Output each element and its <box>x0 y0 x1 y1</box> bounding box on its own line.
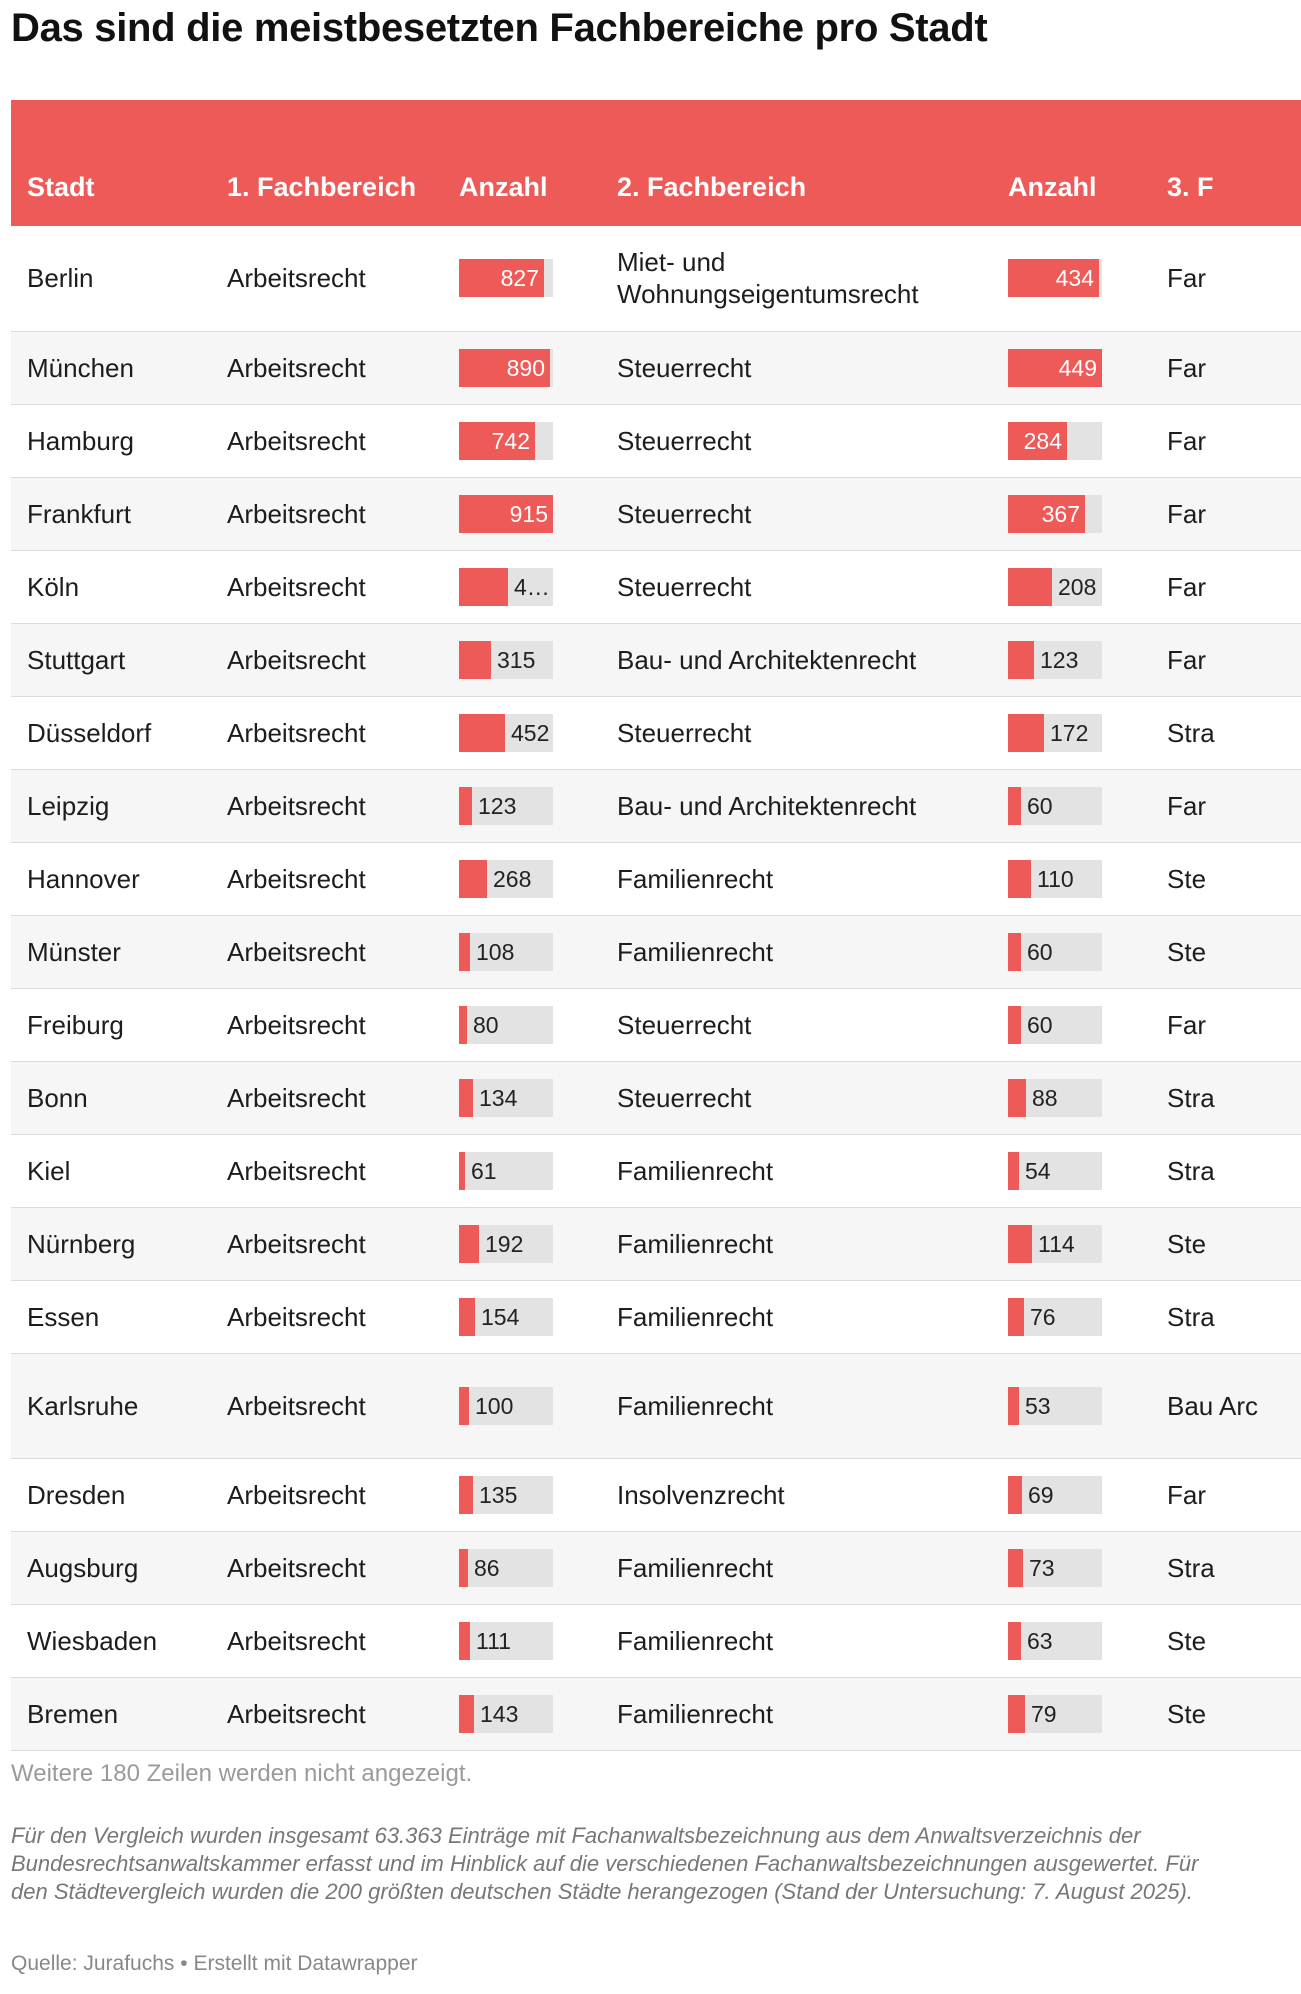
city-cell: Freiburg <box>11 988 211 1061</box>
fachbereich-2-cell: Familienrecht <box>601 915 992 988</box>
fachbereich-3-cell: Far <box>1151 550 1301 623</box>
bar-value-label: 76 <box>1030 1303 1056 1330</box>
bar-track <box>459 933 553 971</box>
bar-value-label: 367 <box>1041 500 1080 527</box>
anzahl-2-cell <box>992 1604 1151 1677</box>
anzahl-2-cell <box>992 1531 1151 1604</box>
bar-value-label: 60 <box>1027 1011 1053 1038</box>
city-cell: Augsburg <box>11 1531 211 1604</box>
fachbereich-3-cell: Ste <box>1151 1604 1301 1677</box>
anzahl-1-cell <box>443 404 601 477</box>
bar-track <box>459 714 553 752</box>
city-cell: Düsseldorf <box>11 696 211 769</box>
fachbereich-1-cell: Arbeitsrecht <box>211 1280 443 1353</box>
fachbereich-1-cell: Arbeitsrecht <box>211 1353 443 1458</box>
bar-fill <box>1008 1476 1022 1514</box>
bar-value-label: 742 <box>491 427 530 454</box>
city-cell: Nürnberg <box>11 1207 211 1280</box>
fachbereich-3-cell: Far <box>1151 988 1301 1061</box>
bar-value-label: 61 <box>471 1157 497 1184</box>
bar-track <box>459 787 553 825</box>
bar-value-label: 60 <box>1027 792 1053 819</box>
bar-fill <box>1008 1549 1023 1587</box>
fachbereich-2-cell: Familienrecht <box>601 1134 992 1207</box>
column-header-anzahl-1[interactable]: Anzahl <box>443 100 601 226</box>
anzahl-2-cell <box>992 226 1151 331</box>
fachbereich-1-cell: Arbeitsrecht <box>211 1531 443 1604</box>
bar-value-label: 100 <box>475 1392 514 1419</box>
bar-track <box>1008 1622 1102 1660</box>
bar-value-label: 434 <box>1055 265 1094 292</box>
bar-track <box>1008 1298 1102 1336</box>
bar-value-label: 60 <box>1027 938 1053 965</box>
fachbereich-2-cell: Steuerrecht <box>601 988 992 1061</box>
fachbereich-2-cell: Steuerrecht <box>601 550 992 623</box>
bar-fill <box>459 1695 474 1733</box>
bar-value-label: 172 <box>1050 719 1089 746</box>
bar-fill <box>459 1079 473 1117</box>
bar-fill <box>1008 1298 1024 1336</box>
bar-track <box>1008 933 1102 971</box>
anzahl-2-cell <box>992 404 1151 477</box>
more-rows-note: Weitere 180 Zeilen werden nicht angezeigt. <box>11 1760 473 1787</box>
anzahl-1-cell <box>443 915 601 988</box>
bar-value-label: 208 <box>1058 573 1097 600</box>
bar-track <box>1008 495 1102 533</box>
data-table-container[interactable] <box>11 100 1259 1752</box>
city-cell: Berlin <box>11 226 211 331</box>
anzahl-1-cell <box>443 1134 601 1207</box>
fachbereich-1-cell: Arbeitsrecht <box>211 988 443 1061</box>
bar-fill <box>459 933 470 971</box>
fachbereich-2-cell: Bau- und Architektenrecht <box>601 769 992 842</box>
bar-fill <box>1008 641 1034 679</box>
bar-fill <box>459 1152 465 1190</box>
data-table <box>11 100 1301 1751</box>
fachbereich-2-cell: Steuerrecht <box>601 331 992 404</box>
anzahl-1-cell <box>443 623 601 696</box>
anzahl-1-cell <box>443 696 601 769</box>
table-row <box>11 623 1301 696</box>
fachbereich-1-cell: Arbeitsrecht <box>211 1604 443 1677</box>
bar-value-label: 449 <box>1058 354 1097 381</box>
table-row <box>11 1458 1301 1531</box>
table-row <box>11 1207 1301 1280</box>
bar-fill <box>459 860 487 898</box>
anzahl-1-cell <box>443 550 601 623</box>
anzahl-2-cell <box>992 1207 1151 1280</box>
anzahl-1-cell <box>443 1353 601 1458</box>
fachbereich-2-cell: Familienrecht <box>601 1280 992 1353</box>
table-row <box>11 1134 1301 1207</box>
bar-track <box>459 1622 553 1660</box>
table-row <box>11 1353 1301 1458</box>
fachbereich-3-cell: Stra <box>1151 1134 1301 1207</box>
fachbereich-2-cell: Familienrecht <box>601 1604 992 1677</box>
bar-value-label: 108 <box>476 938 515 965</box>
bar-track <box>1008 1079 1102 1117</box>
bar-value-label: 890 <box>506 354 545 381</box>
bar-value-label: 143 <box>480 1700 519 1727</box>
anzahl-1-cell <box>443 1061 601 1134</box>
fachbereich-1-cell: Arbeitsrecht <box>211 696 443 769</box>
bar-value-label: 123 <box>1040 646 1079 673</box>
bar-track <box>1008 1387 1102 1425</box>
bar-value-label: 268 <box>493 865 532 892</box>
fachbereich-1-cell: Arbeitsrecht <box>211 331 443 404</box>
bar-value-label: 54 <box>1025 1157 1051 1184</box>
fachbereich-1-cell: Arbeitsrecht <box>211 769 443 842</box>
fachbereich-2-cell: Familienrecht <box>601 1531 992 1604</box>
table-row <box>11 915 1301 988</box>
fachbereich-1-cell: Arbeitsrecht <box>211 1677 443 1750</box>
fachbereich-1-cell: Arbeitsrecht <box>211 623 443 696</box>
bar-track <box>1008 1476 1102 1514</box>
bar-track <box>459 860 553 898</box>
anzahl-1-cell <box>443 1604 601 1677</box>
bar-value-label: 63 <box>1027 1627 1053 1654</box>
fachbereich-3-cell: Stra <box>1151 1531 1301 1604</box>
bar-fill <box>459 568 508 606</box>
table-row <box>11 842 1301 915</box>
city-cell: Köln <box>11 550 211 623</box>
bar-fill <box>1008 1006 1021 1044</box>
bar-track <box>459 1006 553 1044</box>
anzahl-1-cell <box>443 1280 601 1353</box>
bar-track <box>1008 1549 1102 1587</box>
fachbereich-1-cell: Arbeitsrecht <box>211 1134 443 1207</box>
bar-track <box>1008 787 1102 825</box>
bar-value-label: 135 <box>479 1481 518 1508</box>
bar-fill <box>1008 860 1031 898</box>
fachbereich-2-cell: Familienrecht <box>601 1353 992 1458</box>
city-cell: Wiesbaden <box>11 1604 211 1677</box>
bar-fill <box>1008 933 1021 971</box>
fachbereich-2-cell: Familienrecht <box>601 842 992 915</box>
bar-track <box>459 1387 553 1425</box>
table-row <box>11 1677 1301 1750</box>
anzahl-2-cell <box>992 1458 1151 1531</box>
bar-value-label: 123 <box>478 792 517 819</box>
fachbereich-1-cell: Arbeitsrecht <box>211 226 443 331</box>
bar-track <box>1008 1225 1102 1263</box>
table-body <box>11 226 1301 1750</box>
table-row <box>11 1061 1301 1134</box>
anzahl-1-cell <box>443 988 601 1061</box>
city-cell: Münster <box>11 915 211 988</box>
fachbereich-3-cell: Ste <box>1151 1677 1301 1750</box>
table-row <box>11 331 1301 404</box>
city-cell: Hannover <box>11 842 211 915</box>
anzahl-2-cell <box>992 842 1151 915</box>
fachbereich-3-cell: Ste <box>1151 842 1301 915</box>
fachbereich-3-cell: Stra <box>1151 1280 1301 1353</box>
city-cell: Kiel <box>11 1134 211 1207</box>
fachbereich-2-cell: Steuerrecht <box>601 696 992 769</box>
anzahl-2-cell <box>992 696 1151 769</box>
city-cell: Stuttgart <box>11 623 211 696</box>
anzahl-2-cell <box>992 1280 1151 1353</box>
bar-track <box>459 1549 553 1587</box>
methodology-note: Für den Vergleich wurden insgesamt 63.363 Einträge mit Fachanwaltsbezeichnung aus dem Anwaltsverzeichnis der Bundesrechtsanwaltskammer erfasst und im Hinblick auf die verschiedenen Fachanwaltsbezeichnungen ausgewertet. Für den Städtevergleich wurden die 200 größten deutschen Städte herangezogen (Stand der Untersuchung: 7. August 2025). <box>11 1823 1199 1904</box>
bar-track <box>1008 860 1102 898</box>
bar-track <box>1008 259 1102 297</box>
bar-value-label: 69 <box>1028 1481 1054 1508</box>
anzahl-2-cell <box>992 769 1151 842</box>
column-header-fachbereich-1[interactable]: 1. Fachbereich <box>211 100 443 226</box>
bar-value-label: 284 <box>1023 427 1062 454</box>
bar-track <box>1008 1695 1102 1733</box>
bar-value-label: 114 <box>1038 1230 1075 1257</box>
anzahl-1-cell <box>443 1458 601 1531</box>
bar-track <box>1008 349 1102 387</box>
bar-fill <box>1008 787 1021 825</box>
bar-track <box>1008 641 1102 679</box>
bar-track <box>459 641 553 679</box>
page-title: Das sind die meistbesetzten Fachbereiche pro Stadt <box>11 6 988 50</box>
bar-track <box>459 349 553 387</box>
anzahl-2-cell <box>992 1353 1151 1458</box>
city-cell: Essen <box>11 1280 211 1353</box>
anzahl-1-cell <box>443 769 601 842</box>
bar-value-label: 827 <box>500 265 539 292</box>
anzahl-2-cell <box>992 988 1151 1061</box>
city-cell: Hamburg <box>11 404 211 477</box>
bar-fill <box>1008 714 1044 752</box>
table-row <box>11 696 1301 769</box>
fachbereich-1-cell: Arbeitsrecht <box>211 842 443 915</box>
column-header-fachbereich-3[interactable]: 3. F <box>1151 100 1301 226</box>
fachbereich-3-cell: Far <box>1151 769 1301 842</box>
bar-track <box>459 1476 553 1514</box>
fachbereich-2-cell: Miet- und Wohnungseigentumsrecht <box>601 226 992 331</box>
fachbereich-3-cell: Stra <box>1151 696 1301 769</box>
source-credit: Quelle: Jurafuchs • Erstellt mit Datawrapper <box>11 1952 418 1975</box>
bar-track <box>1008 422 1102 460</box>
city-cell: Bonn <box>11 1061 211 1134</box>
bar-track <box>1008 568 1102 606</box>
anzahl-1-cell <box>443 1207 601 1280</box>
bar-track <box>459 1079 553 1117</box>
table-row <box>11 1280 1301 1353</box>
fachbereich-3-cell: Far <box>1151 623 1301 696</box>
bar-track <box>459 1298 553 1336</box>
fachbereich-2-cell: Bau- und Architektenrecht <box>601 623 992 696</box>
city-cell: München <box>11 331 211 404</box>
bar-value-label: 111 <box>476 1627 511 1654</box>
anzahl-1-cell <box>443 1677 601 1750</box>
bar-fill <box>459 787 472 825</box>
table-row <box>11 226 1301 331</box>
table-row <box>11 477 1301 550</box>
fachbereich-1-cell: Arbeitsrecht <box>211 915 443 988</box>
fachbereich-3-cell: Stra <box>1151 1061 1301 1134</box>
column-header-anzahl-2[interactable]: Anzahl <box>992 100 1151 226</box>
bar-track <box>1008 1152 1102 1190</box>
city-cell: Karlsruhe <box>11 1353 211 1458</box>
fachbereich-1-cell: Arbeitsrecht <box>211 550 443 623</box>
fachbereich-2-cell: Steuerrecht <box>601 477 992 550</box>
table-row <box>11 1531 1301 1604</box>
anzahl-1-cell <box>443 331 601 404</box>
bar-track <box>459 1695 553 1733</box>
bar-value-label: 154 <box>481 1303 520 1330</box>
city-cell: Frankfurt <box>11 477 211 550</box>
column-header-stadt[interactable]: Stadt <box>11 100 211 226</box>
bar-fill <box>1008 1695 1025 1733</box>
anzahl-1-cell <box>443 1531 601 1604</box>
table-row <box>11 769 1301 842</box>
fachbereich-3-cell: Far <box>1151 331 1301 404</box>
bar-value-label: 53 <box>1025 1392 1051 1419</box>
fachbereich-1-cell: Arbeitsrecht <box>211 1061 443 1134</box>
anzahl-1-cell <box>443 477 601 550</box>
bar-fill <box>459 1387 469 1425</box>
bar-track <box>459 495 553 533</box>
anzahl-2-cell <box>992 1677 1151 1750</box>
bar-fill <box>1008 1079 1026 1117</box>
anzahl-2-cell <box>992 623 1151 696</box>
bar-value-label: 110 <box>1037 865 1074 892</box>
bar-fill <box>1008 1622 1021 1660</box>
bar-fill <box>459 714 505 752</box>
fachbereich-3-cell: Ste <box>1151 1207 1301 1280</box>
anzahl-2-cell <box>992 550 1151 623</box>
bar-value-label: 134 <box>479 1084 518 1111</box>
bar-fill <box>1008 568 1052 606</box>
bar-fill <box>459 1476 473 1514</box>
bar-fill <box>459 1225 479 1263</box>
fachbereich-1-cell: Arbeitsrecht <box>211 477 443 550</box>
bar-track <box>459 422 553 460</box>
bar-value-label: 80 <box>473 1011 499 1038</box>
bar-track <box>459 1152 553 1190</box>
bar-fill <box>459 1549 468 1587</box>
bar-fill <box>459 1006 467 1044</box>
bar-fill <box>459 1622 470 1660</box>
anzahl-2-cell <box>992 477 1151 550</box>
bar-fill <box>459 1298 475 1336</box>
fachbereich-3-cell: Far <box>1151 404 1301 477</box>
bar-value-label: 79 <box>1031 1700 1057 1727</box>
fachbereich-2-cell: Familienrecht <box>601 1207 992 1280</box>
fachbereich-2-cell: Steuerrecht <box>601 1061 992 1134</box>
city-cell: Bremen <box>11 1677 211 1750</box>
fachbereich-1-cell: Arbeitsrecht <box>211 1458 443 1531</box>
fachbereich-3-cell: Far <box>1151 226 1301 331</box>
anzahl-1-cell <box>443 226 601 331</box>
bar-value-label: 315 <box>497 646 536 673</box>
table-row <box>11 988 1301 1061</box>
fachbereich-2-cell: Familienrecht <box>601 1677 992 1750</box>
bar-track <box>459 568 553 606</box>
fachbereich-3-cell: Far <box>1151 477 1301 550</box>
bar-value-label: 452 <box>511 719 550 746</box>
fachbereich-3-cell: Bau Arc <box>1151 1353 1301 1458</box>
bar-track <box>459 1225 553 1263</box>
table-row <box>11 550 1301 623</box>
column-header-fachbereich-2[interactable]: 2. Fachbereich <box>601 100 992 226</box>
table-row <box>11 404 1301 477</box>
bar-track <box>1008 714 1102 752</box>
fachbereich-2-cell: Steuerrecht <box>601 404 992 477</box>
bar-fill <box>1008 1152 1019 1190</box>
fachbereich-2-cell: Insolvenzrecht <box>601 1458 992 1531</box>
bar-fill <box>1008 1225 1032 1263</box>
bar-value-label: 192 <box>485 1230 524 1257</box>
fachbereich-1-cell: Arbeitsrecht <box>211 404 443 477</box>
city-cell: Dresden <box>11 1458 211 1531</box>
bar-value-label: 73 <box>1029 1554 1055 1581</box>
table-row <box>11 1604 1301 1677</box>
anzahl-2-cell <box>992 1134 1151 1207</box>
bar-fill <box>459 641 491 679</box>
fachbereich-3-cell: Far <box>1151 1458 1301 1531</box>
fachbereich-3-cell: Ste <box>1151 915 1301 988</box>
anzahl-2-cell <box>992 331 1151 404</box>
fachbereich-1-cell: Arbeitsrecht <box>211 1207 443 1280</box>
bar-fill <box>1008 1387 1019 1425</box>
table-header-row <box>11 100 1301 226</box>
bar-value-label: 915 <box>509 500 548 527</box>
city-cell: Leipzig <box>11 769 211 842</box>
bar-track <box>1008 1006 1102 1044</box>
anzahl-2-cell <box>992 1061 1151 1134</box>
anzahl-1-cell <box>443 842 601 915</box>
bar-track <box>459 259 553 297</box>
bar-value-label: 4… <box>514 573 550 600</box>
bar-value-label: 86 <box>474 1554 500 1581</box>
bar-value-label: 88 <box>1032 1084 1058 1111</box>
anzahl-2-cell <box>992 915 1151 988</box>
